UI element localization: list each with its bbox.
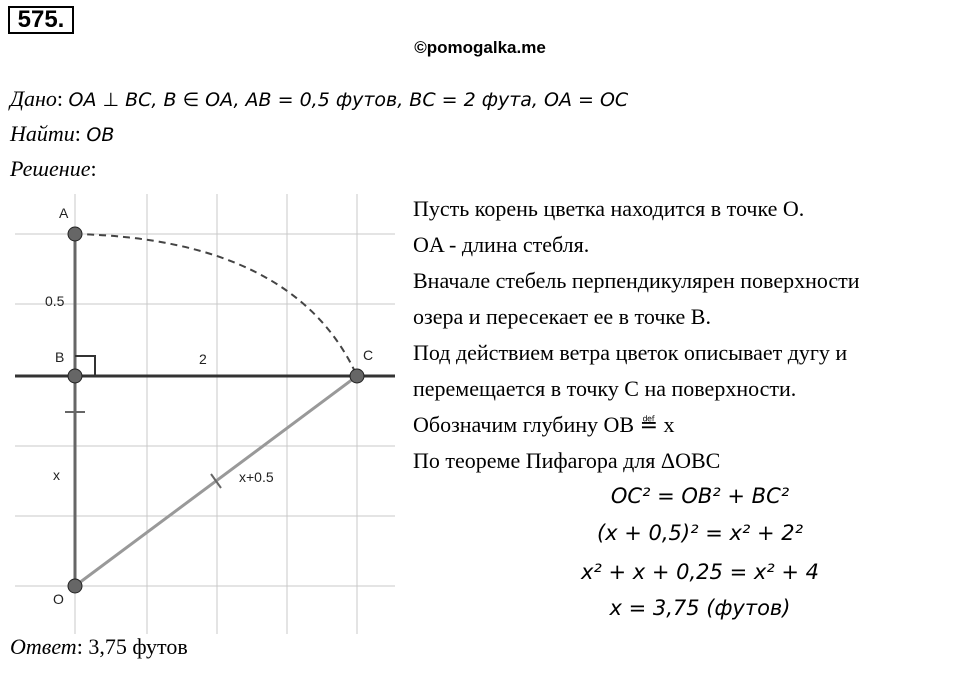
arc-ac [75,234,357,376]
point-c [350,369,364,383]
equation-4: x = 3,75 (футов) [609,596,791,620]
explanation-line-3: Вначале стебель перпендикулярен поверхности [413,268,860,293]
answer-label: Ответ [10,634,77,659]
point-o [68,579,82,593]
explanation-line-1: Пусть корень цветка находится в точке O. [413,196,805,221]
point-label-o: O [53,591,64,607]
point-a [68,227,82,241]
tick-mark-oc [211,474,221,488]
answer-text: 3,75 футов [88,634,188,659]
given-line: Дано: OA ⊥ BC, B ∈ OA, AB = 0,5 футов, BC = 2 фута, OA = OC [10,86,629,111]
explanation-line-7: Обозначим глубину OB ≝ x [413,412,675,437]
explanation-line-8: По теореме Пифагора для ΔOBC [413,448,721,473]
answer-line: Ответ: 3,75 футов [10,634,188,659]
label-bc: 2 [199,351,207,367]
solution-line: Решение: [10,156,97,181]
point-label-b: B [55,349,65,365]
grid [15,194,395,634]
label-oc: x+0.5 [239,469,274,485]
explanation-line-5: Под действием ветра цветок описывает дугу и [413,340,848,365]
label-ab: 0.5 [45,293,65,309]
label-ob: x [53,467,60,483]
find-line: Найти: OB [10,121,115,146]
equation-2: (x + 0,5)² = x² + 2² [596,521,804,545]
equation-1: OC² = OB² + BC² [610,484,790,508]
given-text: OA ⊥ BC, B ∈ OA, AB = 0,5 футов, BC = 2 фута, OA = OC [68,89,629,111]
explanation-line-4: озера и пересекает ее в точке B. [413,304,711,329]
explanation-line-6: перемещается в точку C на поверхности. [413,376,797,401]
given-label: Дано [10,86,57,111]
point-label-a: A [59,205,69,221]
equation-3: x² + x + 0,25 = x² + 4 [580,560,820,584]
point-label-c: C [363,347,374,363]
problem-number: 575. [8,6,74,34]
find-label: Найти [10,121,75,146]
watermark: ©pomogalka.me [414,38,546,57]
explanation-line-2: OA - длина стебля. [413,232,590,257]
find-text: OB [86,124,115,146]
geometry-diagram [15,194,395,634]
solution-label: Решение [10,156,91,181]
point-b [68,369,82,383]
